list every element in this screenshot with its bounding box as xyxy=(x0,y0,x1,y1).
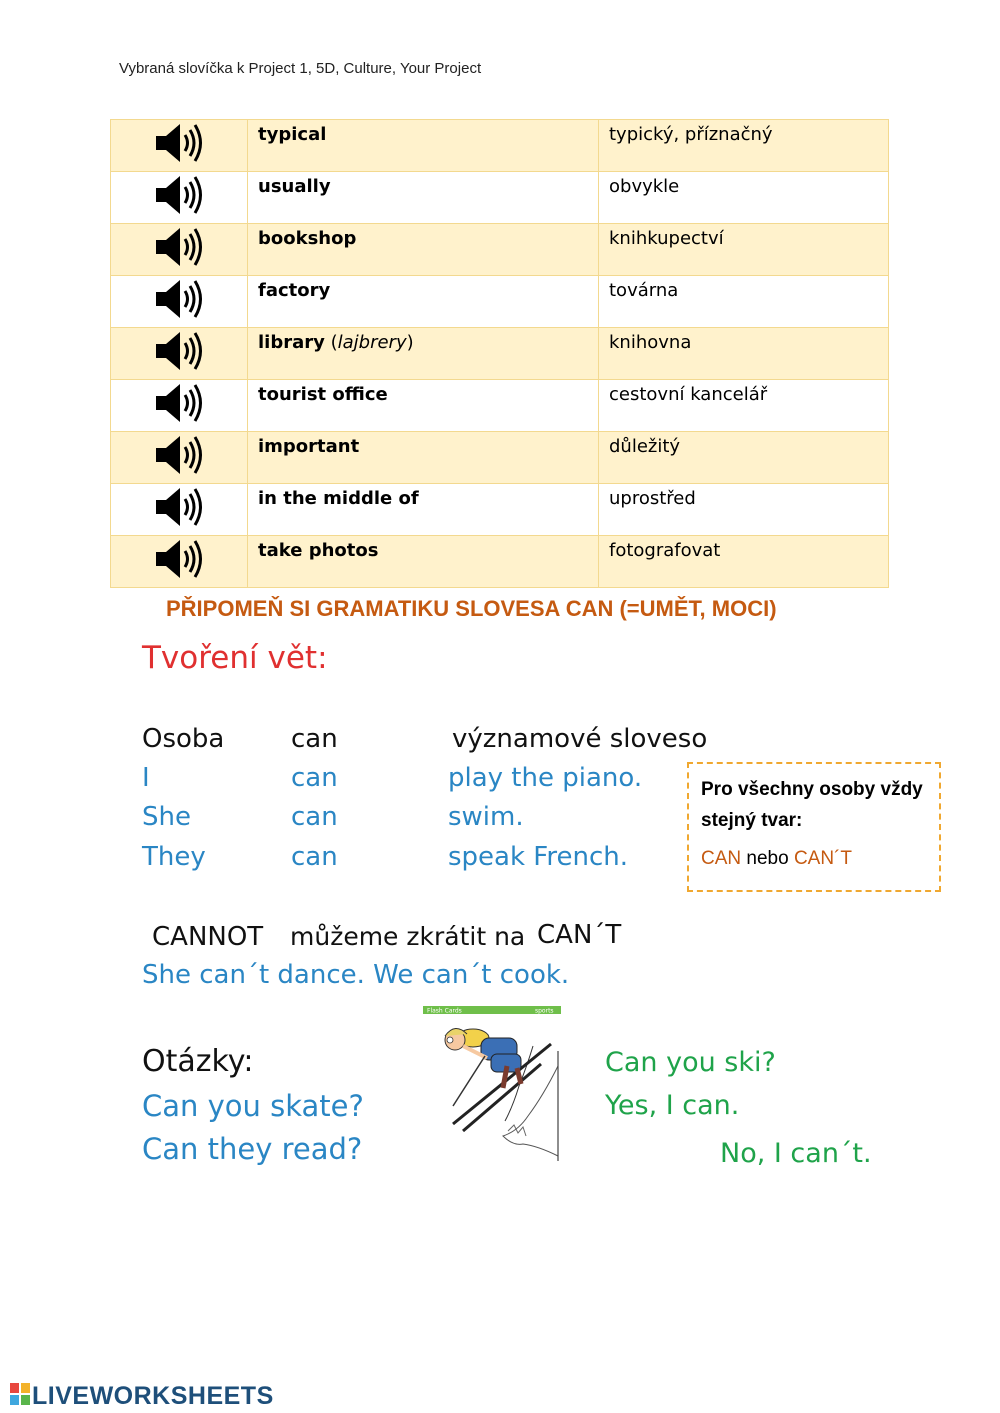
vocab-row xyxy=(111,380,889,432)
czech-translation: typický, příznačný xyxy=(599,120,889,172)
english-word-text: library xyxy=(258,332,325,353)
speaker-cell xyxy=(111,536,248,588)
answer-yes: Yes, I can. xyxy=(605,1090,740,1121)
czech-translation: knihovna xyxy=(599,328,889,380)
english-word-text: take photos xyxy=(258,540,379,561)
english-word-text: tourist office xyxy=(258,384,388,405)
english-word xyxy=(248,276,599,328)
vocab-row xyxy=(111,536,889,588)
note-box xyxy=(687,762,941,892)
vocab-row xyxy=(111,484,889,536)
note-nebo: nebo xyxy=(741,848,794,869)
vocab-table xyxy=(110,119,889,588)
row2-person: She xyxy=(142,802,191,832)
logo-text: LIVEWORKSHEETS xyxy=(32,1382,274,1410)
cannot-example: She can´t dance. We can´t cook. xyxy=(142,960,570,990)
czech-translation: důležitý xyxy=(599,432,889,484)
logo-icon xyxy=(10,1383,30,1412)
row3-person: They xyxy=(142,842,206,872)
czech-translation: knihkupectví xyxy=(599,224,889,276)
vocab-row xyxy=(111,276,889,328)
question-ski: Can you ski? xyxy=(605,1047,776,1078)
vocab-row xyxy=(111,224,889,276)
skier-illustration xyxy=(423,1006,561,1162)
vocab-row xyxy=(111,120,889,172)
speaker-cell xyxy=(111,120,248,172)
card-label-left: Flash Cards xyxy=(427,1007,462,1015)
english-word-text: bookshop xyxy=(258,228,357,249)
english-word xyxy=(248,432,599,484)
czech-translation: fotografovat xyxy=(599,536,889,588)
header-verb: významové sloveso xyxy=(452,724,708,754)
czech-translation: továrna xyxy=(599,276,889,328)
english-word xyxy=(248,536,599,588)
czech-translation: cestovní kancelář xyxy=(599,380,889,432)
english-word-text: important xyxy=(258,436,360,457)
speaker-icon[interactable] xyxy=(154,122,204,164)
note-box-forms xyxy=(701,848,852,870)
speaker-cell xyxy=(111,432,248,484)
row2-verb: swim. xyxy=(448,802,524,832)
speaker-icon[interactable] xyxy=(154,538,204,580)
speaker-cell xyxy=(111,484,248,536)
speaker-cell xyxy=(111,380,248,432)
footer-logo[interactable] xyxy=(10,1382,274,1412)
grammar-title: PŘIPOMEŇ SI GRAMATIKU SLOVESA CAN (=UMĚT, MOCI) xyxy=(166,596,777,621)
row1-person: I xyxy=(142,763,150,793)
speaker-cell xyxy=(111,172,248,224)
card-label-right: sports xyxy=(535,1007,554,1015)
speaker-cell xyxy=(111,328,248,380)
english-word xyxy=(248,328,599,380)
questions-title: Otázky: xyxy=(142,1044,254,1079)
english-word xyxy=(248,380,599,432)
cannot-word: CANNOT xyxy=(152,922,264,952)
english-word xyxy=(248,224,599,276)
row1-can: can xyxy=(291,763,338,793)
answer-no: No, I can´t. xyxy=(720,1138,872,1169)
speaker-icon[interactable] xyxy=(154,434,204,476)
row2-can: can xyxy=(291,802,338,832)
english-word-text: usually xyxy=(258,176,331,197)
speaker-icon[interactable] xyxy=(154,330,204,372)
czech-translation: obvykle xyxy=(599,172,889,224)
page-header: Vybraná slovíčka k Project 1, 5D, Culture, Your Project xyxy=(119,60,482,77)
row1-verb: play the piano. xyxy=(448,763,643,793)
question-skate: Can you skate? xyxy=(142,1089,364,1123)
note-box-text: Pro všechny osoby vždy stejný tvar: xyxy=(701,779,923,831)
vocab-row xyxy=(111,172,889,224)
speaker-icon[interactable] xyxy=(154,278,204,320)
english-word-text: in the middle of xyxy=(258,488,419,509)
cannot-short: CAN´T xyxy=(537,920,622,950)
czech-translation: uprostřed xyxy=(599,484,889,536)
speaker-cell xyxy=(111,276,248,328)
pronunciation-note-text: lajbrery xyxy=(337,332,407,353)
speaker-icon[interactable] xyxy=(154,486,204,528)
speaker-icon[interactable] xyxy=(154,174,204,216)
speaker-cell xyxy=(111,224,248,276)
row3-can: can xyxy=(291,842,338,872)
vocab-row xyxy=(111,328,889,380)
note-can: CAN xyxy=(701,848,742,869)
english-word-text: typical xyxy=(258,124,327,145)
question-read: Can they read? xyxy=(142,1132,363,1166)
header-can: can xyxy=(291,724,338,754)
formation-heading: Tvoření vět: xyxy=(142,640,328,676)
vocab-row xyxy=(111,432,889,484)
english-word-text: factory xyxy=(258,280,331,301)
speaker-icon[interactable] xyxy=(154,226,204,268)
skier-flashcard xyxy=(423,1006,561,1166)
english-word xyxy=(248,172,599,224)
cannot-middle: můžeme zkrátit na xyxy=(290,922,526,951)
english-word xyxy=(248,120,599,172)
pronunciation-note: (lajbrery) xyxy=(324,332,414,353)
note-cant: CAN´T xyxy=(793,848,853,869)
english-word xyxy=(248,484,599,536)
row3-verb: speak French. xyxy=(448,842,628,872)
speaker-icon[interactable] xyxy=(154,382,204,424)
header-person: Osoba xyxy=(142,724,225,754)
